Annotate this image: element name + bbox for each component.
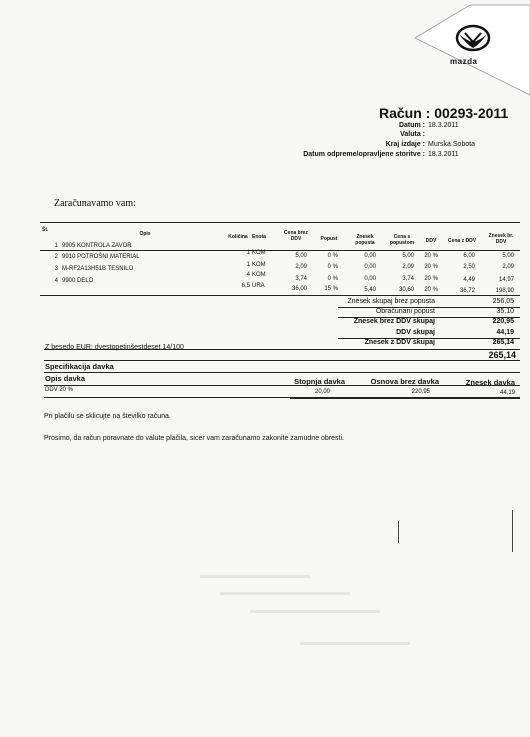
amount-in-words: Z besedo EUR: dvestopetinšestdeset 14/100 bbox=[45, 344, 184, 351]
cell-popust: 0 % bbox=[327, 264, 338, 270]
cell-cena-s-popustom: 2,09 bbox=[402, 264, 414, 270]
tax-rule bbox=[44, 360, 520, 361]
col-header-cena-brez-ddv: Cena brez DDV bbox=[284, 230, 308, 242]
cell-cena-s-popustom: 5,00 bbox=[402, 253, 414, 259]
cell-enota: KOM bbox=[252, 250, 266, 256]
intro-text: Zaračunavamo vam: bbox=[54, 198, 136, 209]
cell-znesek: 198,90 bbox=[495, 288, 514, 294]
col-header-znesek-popusta: Znesek popusta bbox=[355, 234, 375, 246]
cell-cena-z-ddv: 6,00 bbox=[463, 253, 475, 259]
meta-label: Valuta : bbox=[400, 131, 425, 138]
cell-cena: 2,09 bbox=[295, 264, 307, 270]
cell-enota: URA bbox=[252, 283, 265, 289]
tax-header-stopnja: Stopnja davka bbox=[294, 377, 345, 386]
cell-znesek-popusta: 0,00 bbox=[364, 253, 376, 259]
col-header-ddv: DDV bbox=[425, 238, 437, 244]
tax-header-osnova: Osnova brez davka bbox=[370, 377, 439, 386]
cell-cena-z-ddv: 2,50 bbox=[463, 264, 475, 270]
cell-znesek: 5,00 bbox=[502, 253, 514, 259]
meta-label: Kraj izdaje : bbox=[385, 141, 425, 148]
total-label: Znesek skupaj brez popusta bbox=[347, 298, 435, 305]
cell-popust: 0 % bbox=[327, 253, 338, 259]
total-value: 35,10 bbox=[496, 308, 514, 315]
meta-value: Murska Sobota bbox=[428, 141, 476, 148]
cell-opis: 9900 DELO bbox=[62, 278, 94, 284]
cell-ddv: 20 % bbox=[424, 287, 438, 293]
scan-mark bbox=[398, 521, 399, 543]
total-value: 265,14 bbox=[492, 339, 514, 346]
cell-cena-z-ddv: 4,49 bbox=[463, 277, 475, 283]
invoice-title: Račun : 00293-2011 bbox=[379, 105, 509, 121]
tax-cell-opis: DDV 20 % bbox=[45, 387, 74, 393]
cell-cena: 36,00 bbox=[291, 286, 307, 292]
note-reference: Pri plačilu se sklicujte na številko računa. bbox=[44, 413, 171, 420]
scan-smudge bbox=[200, 575, 310, 578]
cell-cena-s-popustom: 3,74 bbox=[402, 276, 414, 282]
col-header-st: Št. bbox=[42, 227, 49, 233]
table-header-rule bbox=[40, 250, 520, 251]
table-bottom-rule bbox=[40, 295, 520, 296]
table-top-rule bbox=[40, 222, 520, 223]
col-header-kolicina: Količina bbox=[228, 234, 248, 240]
meta-row-datum-odpreme bbox=[290, 151, 459, 158]
scan-smudge bbox=[250, 610, 380, 613]
cell-cena: 3,74 bbox=[295, 276, 307, 282]
cell-st: 4 bbox=[54, 278, 58, 284]
meta-row-kraj bbox=[300, 141, 475, 148]
total-value: 44,19 bbox=[496, 329, 514, 336]
cell-kolicina: 1 bbox=[246, 262, 250, 268]
scan-mark bbox=[510, 510, 513, 552]
meta-label: Datum odpreme/opravljene storitve : bbox=[303, 151, 425, 158]
col-header-enota: Enota bbox=[252, 234, 266, 240]
mazda-logo-icon bbox=[395, 0, 530, 100]
cell-ddv: 20 % bbox=[424, 264, 438, 270]
total-value: 256,05 bbox=[492, 298, 514, 305]
meta-row-datum bbox=[300, 122, 459, 129]
grand-total: 265,14 bbox=[488, 350, 516, 360]
total-label: Znesek brez DDV skupaj bbox=[353, 318, 435, 325]
cell-cena-s-popustom: 30,60 bbox=[398, 287, 414, 293]
scan-smudge bbox=[300, 642, 410, 645]
cell-popust: 0 % bbox=[327, 276, 338, 282]
cell-znesek-popusta: 0,00 bbox=[364, 264, 376, 270]
meta-value: 18.3.2011 bbox=[428, 151, 459, 158]
meta-value: 18.3.2011 bbox=[428, 122, 459, 129]
total-value: 220,95 bbox=[492, 318, 514, 325]
cell-kolicina: 4 bbox=[246, 272, 250, 278]
cell-st: 3 bbox=[54, 266, 58, 272]
tax-cell-stopnja: 20,00 bbox=[314, 389, 330, 395]
col-header-popust: Popust bbox=[320, 236, 338, 242]
cell-st: 2 bbox=[54, 254, 58, 260]
brand-name: mazda bbox=[450, 57, 478, 66]
tax-cell-osnova: 220,95 bbox=[411, 389, 430, 395]
cell-st: 1 bbox=[54, 243, 58, 249]
total-label: Obračunani popust bbox=[375, 308, 435, 315]
cell-enota: KOM bbox=[252, 262, 266, 268]
cell-ddv: 20 % bbox=[424, 253, 438, 259]
tax-rule bbox=[290, 398, 520, 399]
tax-rule bbox=[44, 385, 520, 386]
total-label: DDV skupaj bbox=[396, 329, 435, 336]
cell-cena: 5,00 bbox=[295, 253, 307, 259]
tax-rule bbox=[44, 372, 520, 373]
cell-opis: 9910 POTROŠNI MATERIAL bbox=[62, 254, 140, 260]
tax-header-opis: Opis davka bbox=[45, 374, 86, 383]
cell-cena-z-ddv: 36,72 bbox=[459, 288, 475, 294]
cell-kolicina: 1 bbox=[246, 250, 250, 256]
col-header-opis: Opis bbox=[139, 231, 151, 237]
cell-enota: KOM bbox=[252, 272, 266, 278]
cell-ddv: 20 % bbox=[424, 276, 438, 282]
tax-cell-znesek: 44,19 bbox=[499, 390, 515, 396]
meta-row-valuta bbox=[300, 131, 428, 138]
col-header-cena-z-ddv: Cena z DDV bbox=[447, 238, 477, 244]
cell-znesek: 2,09 bbox=[502, 264, 514, 270]
cell-znesek-popusta: 0,00 bbox=[364, 276, 376, 282]
cell-opis: M-RF2A13H51B TESNILO bbox=[62, 266, 134, 272]
meta-label: Datum : bbox=[398, 122, 425, 129]
scan-smudge bbox=[220, 592, 350, 595]
cell-opis: 9905 KONTROLA ZAVOR bbox=[62, 243, 132, 249]
tax-spec-title: Specifikacija davka bbox=[45, 362, 114, 371]
total-label: Znesek z DDV skupaj bbox=[364, 339, 435, 346]
col-header-cena-s-popustom: Cena s popustom bbox=[389, 234, 415, 246]
tax-header-znesek: Znesek davka bbox=[465, 378, 515, 387]
col-header-znesek-brez-ddv: Znesek br. DDV bbox=[488, 233, 514, 245]
cell-kolicina: 6,5 bbox=[241, 283, 250, 289]
cell-znesek-popusta: 5,40 bbox=[364, 287, 376, 293]
cell-popust: 15 % bbox=[324, 286, 338, 292]
logo-corner bbox=[395, 0, 530, 100]
cell-znesek: 14,97 bbox=[498, 277, 514, 283]
note-payment: Prosimo, da račun poravnate do valute plačila, sicer vam zaračunamo zakonite zamudne obresti. bbox=[44, 435, 344, 442]
